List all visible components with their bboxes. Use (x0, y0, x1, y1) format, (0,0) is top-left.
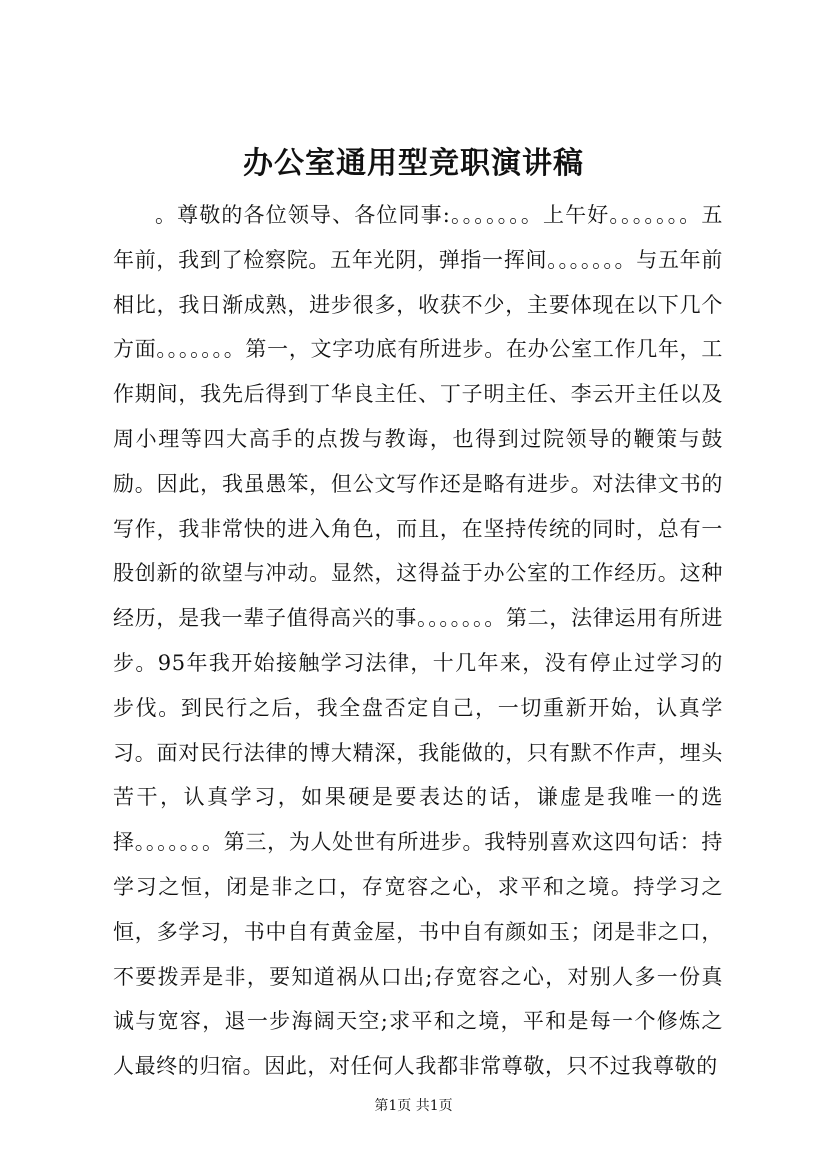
page-footer: 第1页 共1页 (374, 1098, 453, 1114)
document-title: 办公室通用型竞职演讲稿 (243, 146, 584, 181)
document-body: 。尊敬的各位领导、各位同事:。。。。。。。上午好。。。。。。。五年前，我到了检察院。五年光阴，弹指一挥间。。。。。。。与五年前相比，我日渐成熟，进步很多，收获不少，主要体现在以下几个方面。。。。。。。第一，文字功底有所进步。在办公室工作几年，工作期间，我先后得到丁华良主任、丁子明主任、李云开主任以及周小理等四大高手的点拨与教诲，也得到过院领导的鞭策与鼓励。因此，我虽愚笨，但公文写作还是略有进步。对法律文书的写作，我非常快的进入角色，而且，在坚持传统的同时，总有一股创新的欲望与冲动。显然，这得益于办公室的工作经历。这种经历，是我一辈子值得高兴的事。。。。。。。第二，法律运用有所进步。95年我开始接触学习法律，十几年来，没有停止过学习的步伐。到民行之后，我全盘否定自己，一切重新开始，认真学习。面对民行法律的博大精深，我能做的，只有默不作声，埋头苦干，认真学习，如果硬是要表达的话，谦虚是我唯一的选择。。。。。。。第三，为人处世有所进步。我特别喜欢这四句话：持学习之恒，闭是非之口，存宽容之心，求平和之境。持学习之恒，多学习，书中自有黄金屋，书中自有颜如玉；闭是非之口，不要拨弄是非，要知道祸从口出;存宽容之心，对别人多一份真诚与宽容，退一步海阔天空;求平和之境，平和是每一个修炼之人最终的归宿。因此，对任何人我都非常尊敬，只不过我尊敬的 (113, 203, 723, 1079)
